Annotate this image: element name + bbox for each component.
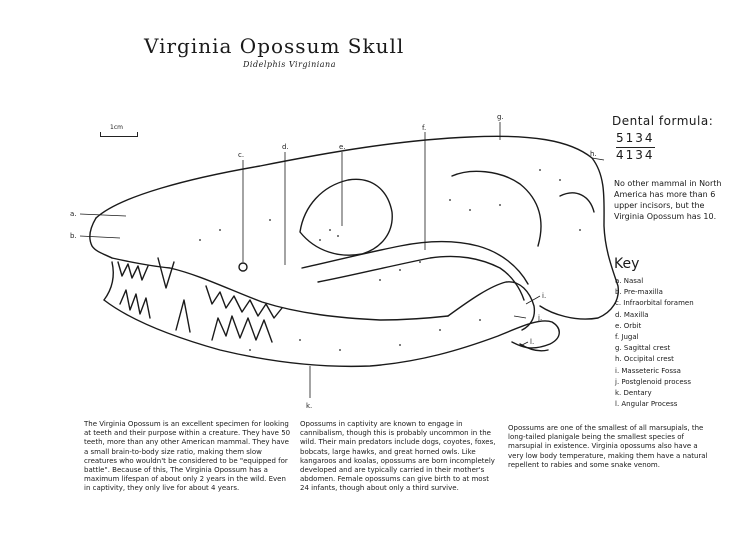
dental-formula-lower: 4134: [616, 148, 655, 162]
diagram-title: Virginia Opossum Skull: [144, 34, 405, 58]
paragraph-marsupials: Opossums are one of the smallest of all marsupials, the long-tailed planigale being the smallest species of marsupial in existence. Virginia opossums also have a very low body temperature, making them have a natural repellent to rabies and some snake venom.: [508, 424, 708, 469]
incisor-note: No other mammal in North America has more than 6 upper incisors, but the Virginia Opossum has 10.: [614, 179, 722, 221]
dental-formula-title: Dental formula:: [612, 114, 714, 128]
dental-formula-upper: 5134: [616, 131, 655, 148]
label-c: c.: [238, 151, 245, 159]
key-item: d. Maxilla: [615, 310, 649, 319]
label-e: e.: [339, 143, 346, 151]
key-list: [615, 276, 694, 410]
label-g: g.: [497, 113, 504, 121]
dental-formula: [616, 131, 655, 163]
key-item: e. Orbit: [615, 321, 642, 330]
lower-canine: [176, 300, 190, 332]
key-item: b. Pre-maxilla: [615, 288, 663, 297]
label-b: b.: [70, 232, 77, 240]
label-i: i.: [542, 292, 547, 300]
key-item: a. Nasal: [615, 277, 644, 285]
label-f: f.: [422, 124, 427, 132]
dentary-outline: [104, 300, 559, 366]
cranium-outline: [96, 136, 618, 319]
scale-label: 1cm: [110, 124, 123, 131]
label-a: a.: [70, 210, 77, 218]
zygomatic-arch: [302, 242, 528, 285]
orbit-outline: [300, 179, 392, 255]
label-l: l.: [530, 338, 535, 346]
label-j: j.: [538, 314, 543, 322]
label-d: d.: [282, 143, 289, 151]
species-name: Didelphis Virginiana: [243, 60, 336, 69]
key-item: h. Occipital crest: [615, 355, 674, 364]
label-h: h.: [590, 150, 597, 158]
label-k: k.: [306, 402, 313, 410]
key-item: l. Angular Process: [615, 400, 678, 409]
key-item: j. Postglenoid process: [615, 377, 691, 386]
key-item: c. Infraorbital foramen: [615, 299, 694, 308]
key-item: g. Sagittal crest: [615, 344, 671, 353]
key-item: f. Jugal: [615, 333, 639, 342]
paragraph-lifespan: The Virginia Opossum is an excellent specimen for looking at teeth and their purpose within a creature. They have 50 teeth, more than any other American mammal. They have a small brain-to-body size ratio, making them slow creatures who wouldn't be considered to be "equipped for battle". Because of this, The Virginia Opossum has a maximum lifespan of about only 2 years in the wild. Even in captivity, they only live for about 4 years.: [84, 420, 291, 493]
upper-canine: [158, 258, 174, 288]
key-item: i. Masseteric Fossa: [615, 366, 681, 375]
paragraph-predators: Opossums in captivity are known to engage in cannibalism, though this is probably uncommon in the wild. Their main predators include dogs, coyotes, foxes, bobcats, large hawks, and great horned owls. Like kangaroos and koalas, opossums are born incompletely developed and are typically carried in their mother's abdomen. Female opossums can give birth to at most 24 infants, though about only a third survive.: [300, 420, 496, 493]
key-item: k. Dentary: [615, 389, 652, 398]
key-title: Key: [614, 256, 640, 272]
